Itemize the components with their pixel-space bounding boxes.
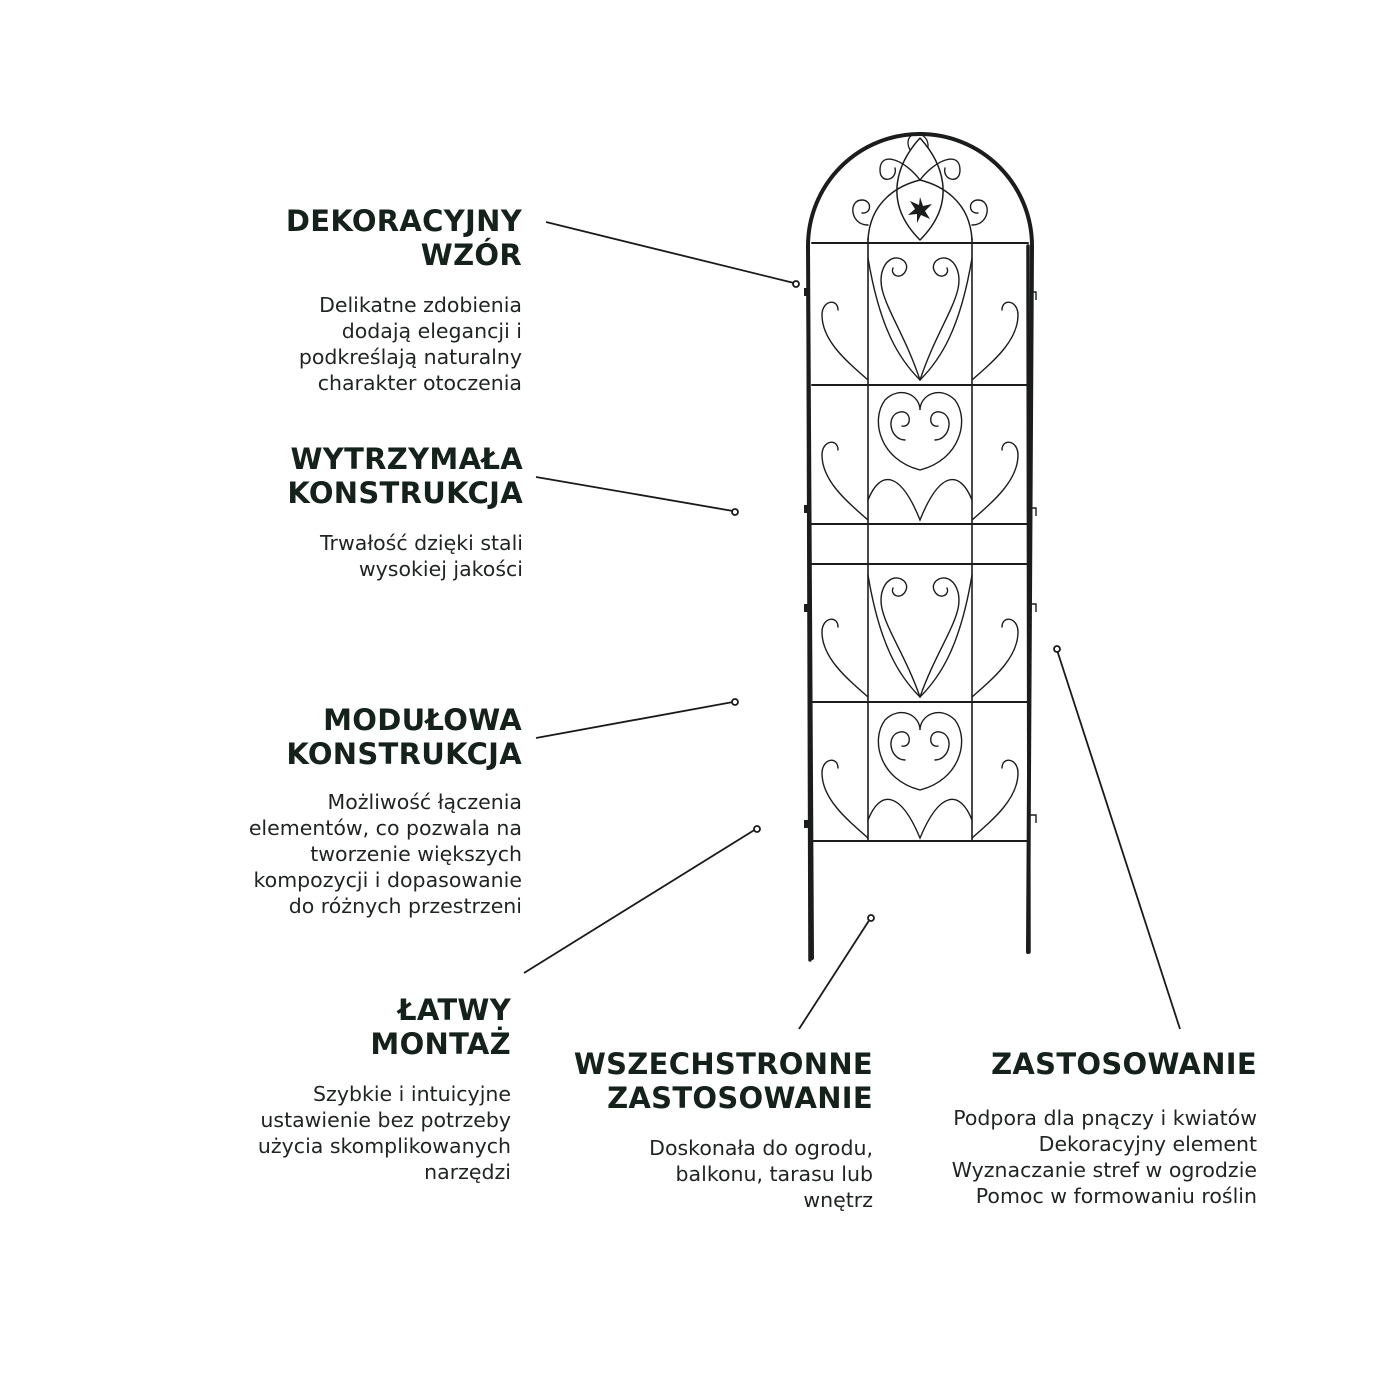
feature-title: WSZECHSTRONNE ZASTOSOWANIE xyxy=(573,1047,873,1115)
leader-line-modular xyxy=(536,702,733,738)
leader-line-decorative xyxy=(546,222,794,283)
feature-durable-construction xyxy=(287,442,523,582)
leader-line-versatile xyxy=(799,919,870,1029)
feature-description: Możliwość łączenia elementów, co pozwala na tworzenie większych kompozycji i dopasowanie do różnych przestrzeni xyxy=(248,790,522,918)
feature-title: ŁATWY MONTAŻ xyxy=(370,993,511,1061)
feature-description: Podpora dla pnączy i kwiatów Dekoracyjny element Wyznaczanie stref w ogrodzie Pomoc w formowaniu roślin xyxy=(951,1106,1257,1208)
feature-versatile-use xyxy=(574,1047,873,1213)
leader-dot-application xyxy=(1054,646,1060,652)
leader-dot-assembly xyxy=(754,826,760,832)
feature-modular-construction xyxy=(249,703,522,919)
feature-description: Szybkie i intuicyjne ustawienie bez potrzeby użycia skomplikowanych narzędzi xyxy=(257,1082,511,1184)
leader-line-durable xyxy=(536,477,733,511)
leader-line-application xyxy=(1057,650,1180,1029)
feature-title: ZASTOSOWANIE xyxy=(991,1047,1257,1081)
feature-description: Trwałość dzięki stali wysokiej jakości xyxy=(320,531,523,581)
feature-decorative-pattern xyxy=(286,204,522,396)
feature-title: WYTRZYMAŁA KONSTRUKCJA xyxy=(287,442,523,510)
leader-dot-modular xyxy=(732,699,738,705)
leader-dot-versatile xyxy=(868,915,874,921)
leader-line-assembly xyxy=(524,829,756,973)
feature-description: Delikatne zdobienia dodają elegancji i podkreślają naturalny charakter otoczenia xyxy=(298,293,522,395)
feature-application xyxy=(952,1047,1257,1209)
leader-dot-decorative xyxy=(793,281,799,287)
feature-title: MODUŁOWA KONSTRUKCJA xyxy=(286,703,522,771)
leader-dot-durable xyxy=(732,509,738,515)
feature-title: DEKORACYJNY WZÓR xyxy=(285,204,522,272)
feature-easy-assembly xyxy=(258,993,511,1185)
feature-description: Doskonała do ogrodu, balkonu, tarasu lub wnętrz xyxy=(649,1136,873,1212)
